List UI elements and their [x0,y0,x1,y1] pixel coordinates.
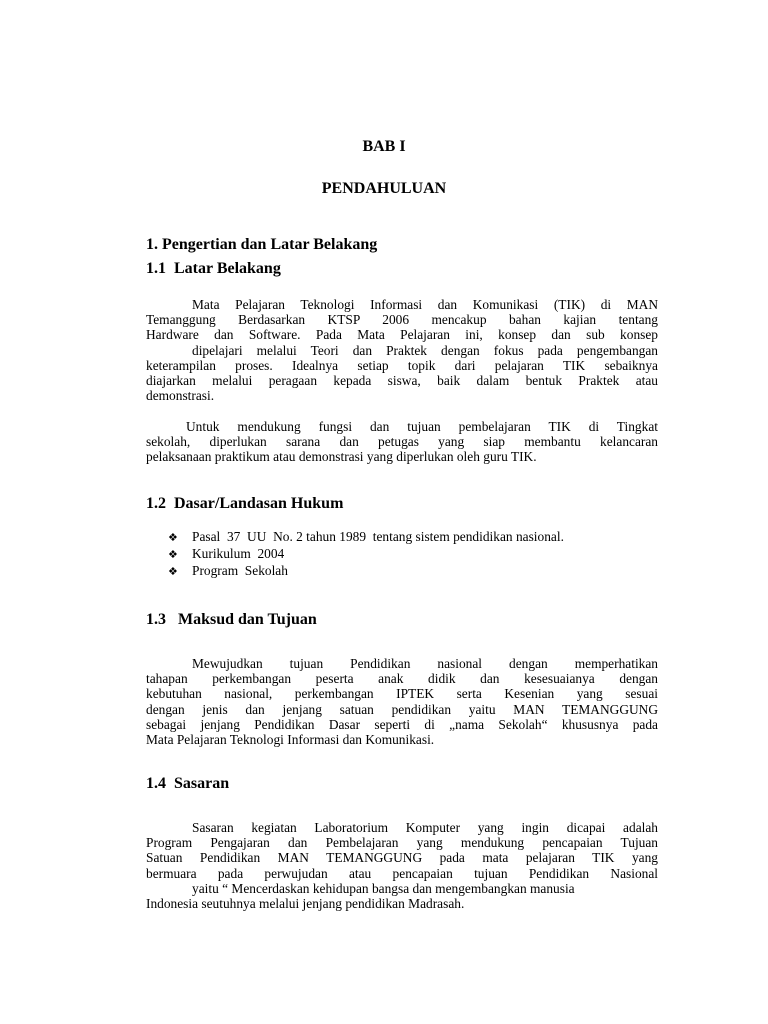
list-item [168,545,564,562]
text-line: dipelajari melalui Teori dan Praktek dengan fokus pada pengembangan [192,342,658,358]
section-1-4-paragraph [146,820,658,911]
section-1-1-heading: 1.1 Latar Belakang [146,260,281,277]
section-1-heading: 1. Pengertian dan Latar Belakang [146,236,378,253]
text-line: Mata Pelajaran Teknologi Informasi dan Komunikasi. [146,731,435,747]
text-line: Untuk mendukung fungsi dan tujuan pembelajaran TIK di Tingkat [186,419,658,434]
list-item-text: Kurikulum 2004 [192,546,285,561]
text-line: dengan jenis dan jenjang satuan pendidikan yaitu MAN TEMANGGUNG [146,701,658,717]
text-line: Mata Pelajaran Teknologi Informasi dan Komunikasi (TIK) di MAN [192,297,658,312]
text-line: Indonesia seutuhnya melalui jenjang pendidikan Madrasah. [146,895,465,911]
text-line: Program Pengajaran dan Pembelajaran yang mendukung pencapaian Tujuan [146,835,658,851]
text-line: kebutuhan nasional, perkembangan IPTEK serta Kesenian yang sesuai [146,686,658,702]
text-line: diajarkan melalui peragaan kepada siswa, baik dalam bentuk Praktek atau [146,372,658,388]
legal-basis-list [168,528,564,579]
text-line: Sasaran kegiatan Laboratorium Komputer yang ingin dicapai adalah [192,820,658,835]
diamond-bullet-icon: ❖ [168,548,178,561]
text-line: pelaksanaan praktikum atau demonstrasi yang diperlukan oleh guru TIK. [146,449,537,465]
section-1-1-paragraph-2 [146,419,658,465]
text-line: Temanggung Berdasarkan KTSP 2006 mencakup bahan kajian tentang [146,312,658,328]
section-1-2-heading: 1.2 Dasar/Landasan Hukum [146,495,344,512]
section-1-1-paragraph-1 [146,297,658,403]
list-item [168,562,564,579]
list-item [168,528,564,545]
diamond-bullet-icon: ❖ [168,565,178,578]
text-line: keterampilan proses. Idealnya setiap topik dari pelajaran TIK sebaiknya [146,357,658,373]
diamond-bullet-icon: ❖ [168,531,178,544]
text-line: Hardware dan Software. Pada Mata Pelajaran ini, konsep dan sub konsep [146,327,658,343]
text-line: Mewujudkan tujuan Pendidikan nasional dengan memperhatikan [192,656,658,671]
text-line: bermuara pada perwujudan atau pencapaian tujuan Pendidikan Nasional [146,865,658,881]
chapter-title: PENDAHULUAN [321,180,447,197]
text-line: tahapan perkembangan peserta anak didik dan kesesuaianya dengan [146,671,658,687]
section-1-4-heading: 1.4 Sasaran [146,775,230,792]
list-item-text: Program Sekolah [192,563,288,578]
text-line: demonstrasi. [146,388,215,404]
list-item-text: Pasal 37 UU No. 2 tahun 1989 tentang sistem pendidikan nasional. [192,529,564,544]
text-line: Satuan Pendidikan MAN TEMANGGUNG pada mata pelajaran TIK yang [146,850,658,866]
section-1-3-paragraph [146,656,658,747]
text-line: yaitu “ Mencerdaskan kehidupan bangsa dan mengembangkan manusia [192,880,575,896]
text-line: sekolah, diperlukan sarana dan petugas yang siap membantu kelancaran [146,434,658,450]
text-line: sebagai jenjang Pendidikan Dasar seperti di „nama Sekolah“ khususnya pada [146,716,658,732]
section-1-3-heading: 1.3 Maksud dan Tujuan [146,611,317,628]
chapter-number: BAB I [362,138,406,155]
